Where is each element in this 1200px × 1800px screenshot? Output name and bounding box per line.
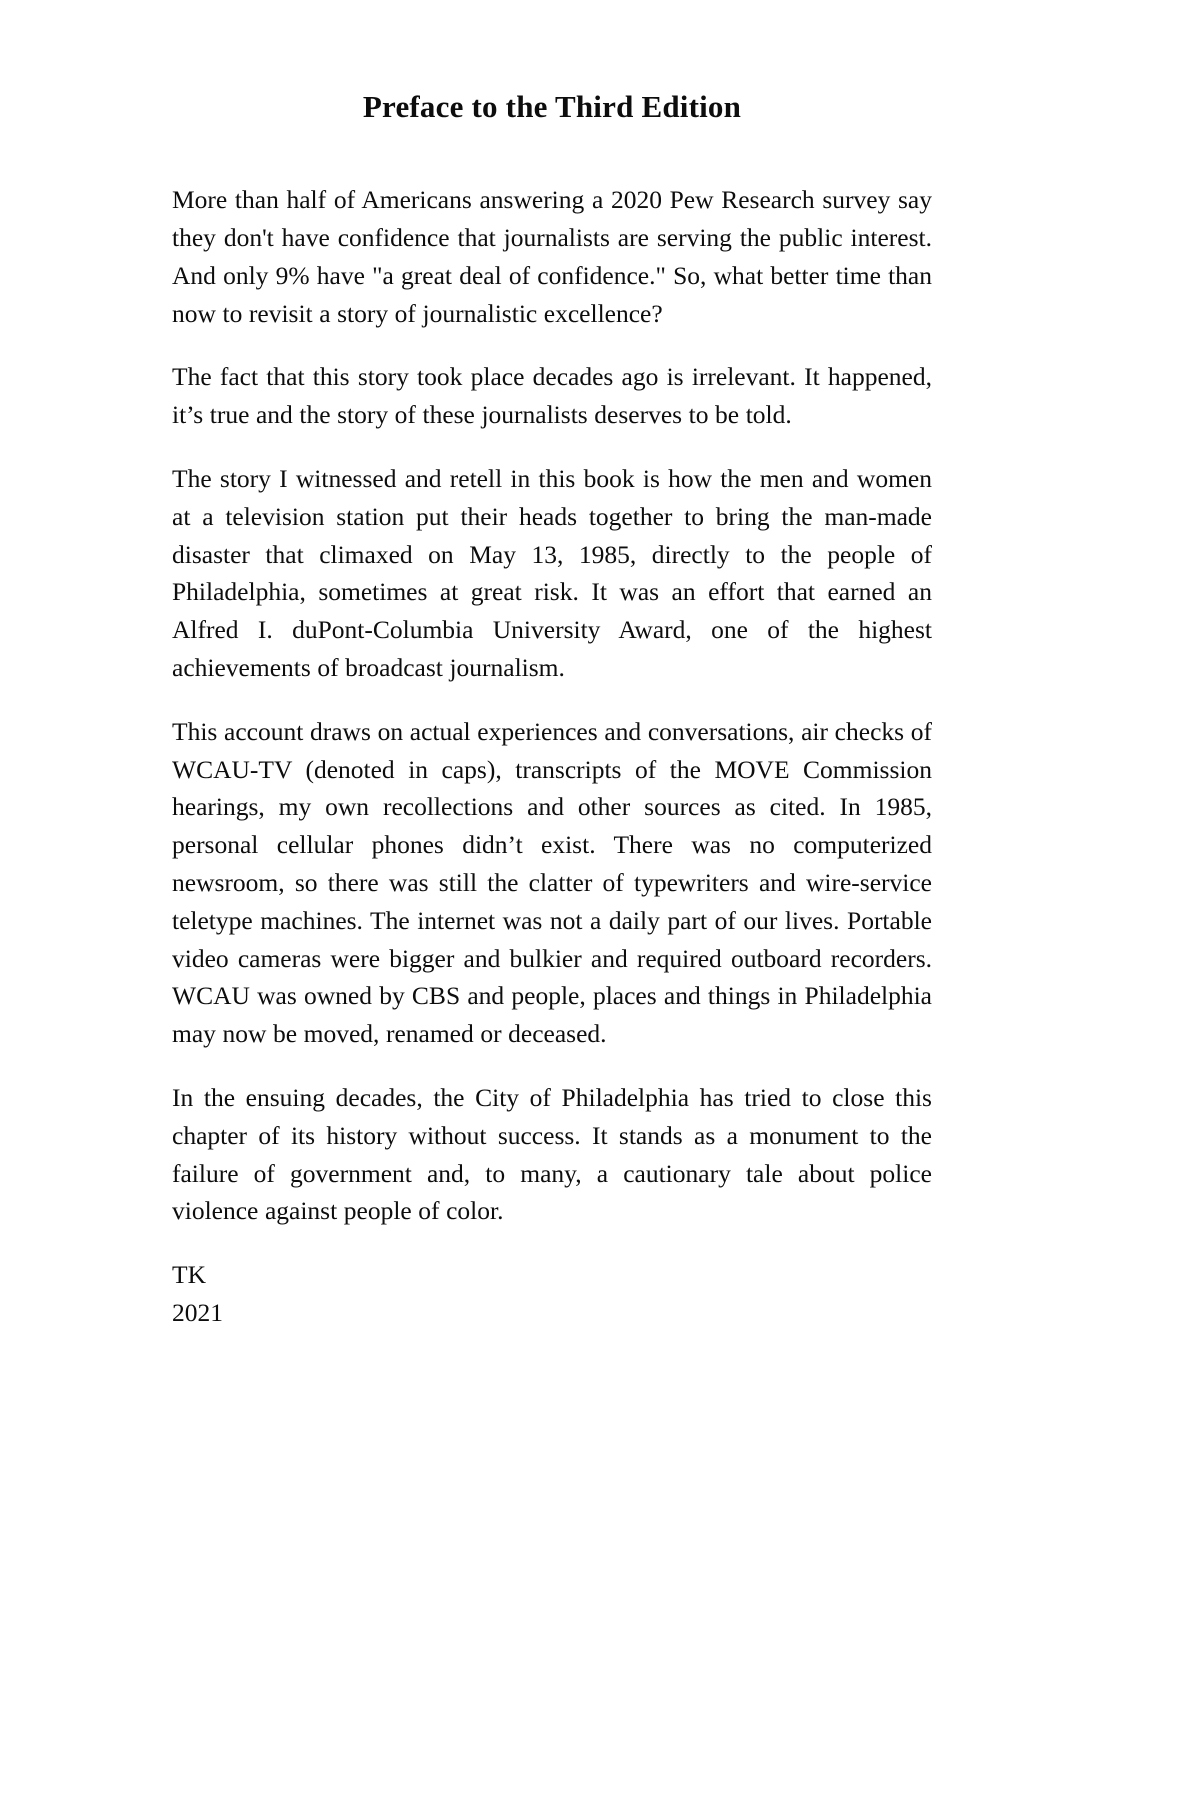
paragraph-1: More than half of Americans answering a 2020 Pew Research survey say they don't have confidence that journalists are serving the public interest. And only 9% have "a great deal of confidence." So, what better time than now to revisit a story of journalistic excellence?	[172, 185, 932, 328]
signoff-year: 2021	[172, 1297, 223, 1327]
paragraph-3: The story I witnessed and retell in this book is how the men and women at a television station put their heads together to bring the man-made disaster that climaxed on May 13, 1985, directly to the people of Philadelphia, sometimes at great risk. It was an effort that earned an Alfred I. duPont-Columbia University Award, one of the highest achievements of broadcast journalism.	[172, 463, 932, 682]
paragraph-5: In the ensuing decades, the City of Philadelphia has tried to close this chapter of its history without success. It stands as a monument to the failure of government and, to many, a cautionary tale about police violence against people of color.	[172, 1082, 932, 1226]
signoff-initials: TK	[172, 1260, 206, 1290]
body-text	[172, 181, 932, 1332]
signoff-block	[172, 1256, 932, 1332]
paragraph-4: This account draws on actual experiences and conversations, air checks of WCAU-TV (denoted in caps), transcripts of the MOVE Commission hearings, my own recollections and other sources as cited. In 1985, personal cellular phones didn’t exist. There was no computerized newsroom, so there was still the clatter of typewriters and wire-service teletype machines. The internet was not a daily part of our lives. Portable video cameras were bigger and bulkier and required outboard recorders. WCAU was owned by CBS and people, places and things in Philadelphia may now be moved, renamed or deceased.	[172, 716, 932, 1049]
page-content	[172, 0, 932, 1332]
paragraph-2: The fact that this story took place decades ago is irrelevant. It happened, it’s true and the story of these journalists deserves to be told.	[172, 362, 932, 430]
page-title: Preface to the Third Edition	[362, 89, 742, 124]
